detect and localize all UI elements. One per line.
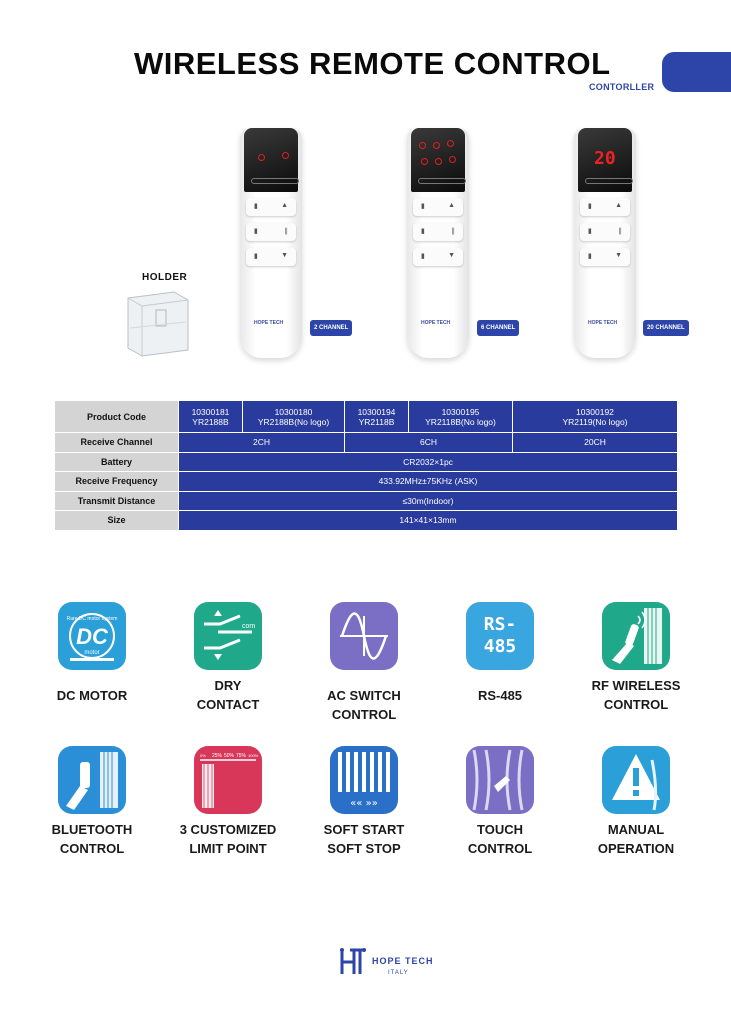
remote-20-channel <box>574 128 636 358</box>
page-subtitle: CONTORLLER <box>589 82 655 92</box>
svg-text:«« »»: «« »» <box>350 798 378 809</box>
up-button: ▮ ▲ <box>580 198 630 216</box>
channel-cell: 6CH <box>345 433 513 453</box>
table-row <box>55 452 678 472</box>
holder-label: HOLDER <box>142 272 188 283</box>
frequency-cell: 433.92MHz±75KHz (ASK) <box>179 472 678 492</box>
table-row <box>55 401 678 433</box>
feature-label: AC SWITCH CONTROL <box>327 688 401 722</box>
svg-text:ITALY: ITALY <box>388 970 409 976</box>
remote-screen <box>244 128 298 192</box>
channel-badge: 6 CHANNEL <box>477 320 519 336</box>
svg-text:Rare DC motor system: Rare DC motor system <box>66 616 118 622</box>
page-title: WIRELESS REMOTE CONTROL <box>134 46 611 81</box>
feature-label: TOUCH CONTROL <box>467 822 533 856</box>
remote-brand: HOPE TECH <box>254 320 284 326</box>
feature-label: RS-485 <box>477 688 523 703</box>
bluetooth-icon <box>58 746 126 814</box>
battery-cell: CR2032×1pc <box>179 452 678 472</box>
channel-display: 20 <box>594 148 616 169</box>
channel-led <box>433 142 440 149</box>
spec-table <box>54 400 678 531</box>
soft-start-icon <box>330 746 398 814</box>
rs485-icon: RS- 485 <box>466 602 534 670</box>
svg-text:DC: DC <box>76 624 108 649</box>
channel-led <box>435 158 442 165</box>
dry-contact-icon <box>194 602 262 670</box>
remote-brand: HOPE TECH <box>588 320 618 326</box>
table-row <box>55 491 678 511</box>
row-header: Product Code <box>55 401 179 433</box>
remote-screen <box>578 128 632 192</box>
product-code-cell: 10300195 YR2118B(No logo) <box>409 401 513 433</box>
channel-led <box>449 156 456 163</box>
feature-label: MANUAL OPERATION <box>597 822 675 856</box>
distance-cell: ≤30m(Indoor) <box>179 491 678 511</box>
channel-badge: 20 CHANNEL <box>643 320 689 336</box>
down-button: ▮ ▼ <box>413 248 463 266</box>
ac-switch-icon <box>330 602 398 670</box>
svg-text:75%: 75% <box>236 753 247 759</box>
feature-label: BLUETOOTH CONTROL <box>51 822 133 856</box>
up-button: ▮ ▲ <box>246 198 296 216</box>
feature-label: 3 CUSTOMIZED LIMIT POINT <box>179 822 277 856</box>
svg-text:25%: 25% <box>212 753 223 759</box>
down-button: ▮ ▼ <box>580 248 630 266</box>
limit-point-icon <box>194 746 262 814</box>
feature-label: SOFT START SOFT STOP <box>323 822 405 856</box>
slider-bar <box>418 178 466 184</box>
size-cell: 141×41×13mm <box>179 511 678 531</box>
holder-image <box>122 288 194 358</box>
row-header: Size <box>55 511 179 531</box>
hope-tech-logo <box>338 946 458 978</box>
svg-text:motor: motor <box>84 650 100 656</box>
slider-bar <box>251 178 299 184</box>
channel-cell: 2CH <box>179 433 345 453</box>
product-code-cell: 10300181 YR2188B <box>179 401 243 433</box>
svg-text:0%: 0% <box>200 753 206 758</box>
rf-wireless-icon <box>602 602 670 670</box>
channel-badge: 2 CHANNEL <box>310 320 352 336</box>
row-header: Battery <box>55 452 179 472</box>
channel-led <box>258 154 265 161</box>
row-header: Receive Channel <box>55 433 179 453</box>
product-code-cell: 10300194 YR2118B <box>345 401 409 433</box>
table-row <box>55 472 678 492</box>
stop-button: ▮ ∥ <box>246 223 296 241</box>
channel-led <box>447 140 454 147</box>
row-header: Receive Frequency <box>55 472 179 492</box>
channel-led <box>421 158 428 165</box>
svg-text:100%: 100% <box>248 753 259 758</box>
table-row <box>55 433 678 453</box>
svg-text:50%: 50% <box>224 753 235 759</box>
svg-text:HOPE TECH: HOPE TECH <box>372 956 434 966</box>
remote-screen <box>411 128 465 192</box>
remote-brand: HOPE TECH <box>421 320 451 326</box>
feature-label: DC MOTOR <box>56 688 128 703</box>
slider-bar <box>585 178 633 184</box>
feature-label: RF WIRELESS CONTROL <box>591 678 681 712</box>
product-code-cell: 10300192 YR2119(No logo) <box>513 401 678 433</box>
stop-button: ▮ ∥ <box>413 223 463 241</box>
up-button: ▮ ▲ <box>413 198 463 216</box>
remote-6-channel <box>407 128 469 358</box>
channel-cell: 20CH <box>513 433 678 453</box>
feature-label: DRY CONTACT <box>196 678 260 712</box>
remote-2-channel <box>240 128 302 358</box>
table-row <box>55 511 678 531</box>
row-header: Transmit Distance <box>55 491 179 511</box>
dc-motor-icon <box>58 602 126 670</box>
product-code-cell: 10300180 YR2188B(No logo) <box>243 401 345 433</box>
down-button: ▮ ▼ <box>246 248 296 266</box>
svg-text:com: com <box>242 623 256 630</box>
manual-operation-icon <box>602 746 670 814</box>
stop-button: ▮ ∥ <box>580 223 630 241</box>
title-accent-tab <box>662 52 731 92</box>
channel-led <box>419 142 426 149</box>
touch-control-icon <box>466 746 534 814</box>
channel-led <box>282 152 289 159</box>
